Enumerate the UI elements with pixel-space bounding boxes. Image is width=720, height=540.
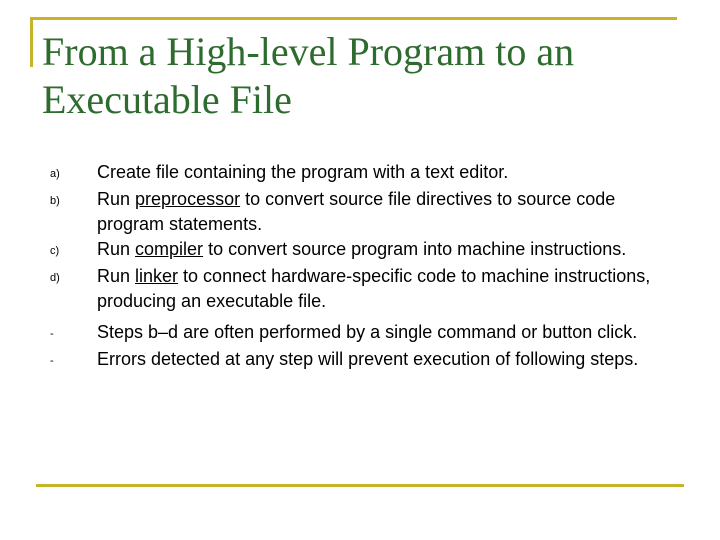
step-marker: c) bbox=[50, 245, 60, 257]
note-marker: - bbox=[50, 355, 54, 367]
slide-title: From a High-level Program to an Executable File bbox=[42, 29, 575, 122]
note-item bbox=[50, 320, 690, 347]
note-text: Errors detected at any step will prevent execution of following steps. bbox=[97, 349, 639, 369]
step-marker: b) bbox=[50, 195, 60, 207]
note-text: Steps b–d are often performed by a single command or button click. bbox=[97, 322, 638, 342]
step-item bbox=[50, 160, 690, 187]
step-marker: a) bbox=[50, 168, 60, 180]
term-compiler: compiler bbox=[135, 239, 204, 259]
content-list bbox=[50, 160, 690, 374]
step-item bbox=[50, 237, 690, 264]
step-text: Run linker to connect hardware-specific code to machine instructions, producing an executable file. bbox=[97, 266, 651, 311]
term-preprocessor: preprocessor bbox=[135, 189, 241, 209]
bottom-accent-line bbox=[36, 484, 684, 487]
step-text: Run preprocessor to convert source file directives to source code program statements. bbox=[97, 189, 616, 234]
note-item bbox=[50, 347, 690, 374]
step-text: Create file containing the program with a text editor. bbox=[97, 162, 509, 182]
left-accent-line bbox=[30, 17, 33, 67]
step-item bbox=[50, 187, 690, 237]
note-marker: - bbox=[50, 328, 54, 340]
step-marker: d) bbox=[50, 272, 60, 284]
top-accent-line bbox=[30, 17, 677, 20]
term-linker: linker bbox=[135, 266, 179, 286]
step-text: Run compiler to convert source program into machine instructions. bbox=[97, 239, 627, 259]
step-item bbox=[50, 264, 690, 314]
